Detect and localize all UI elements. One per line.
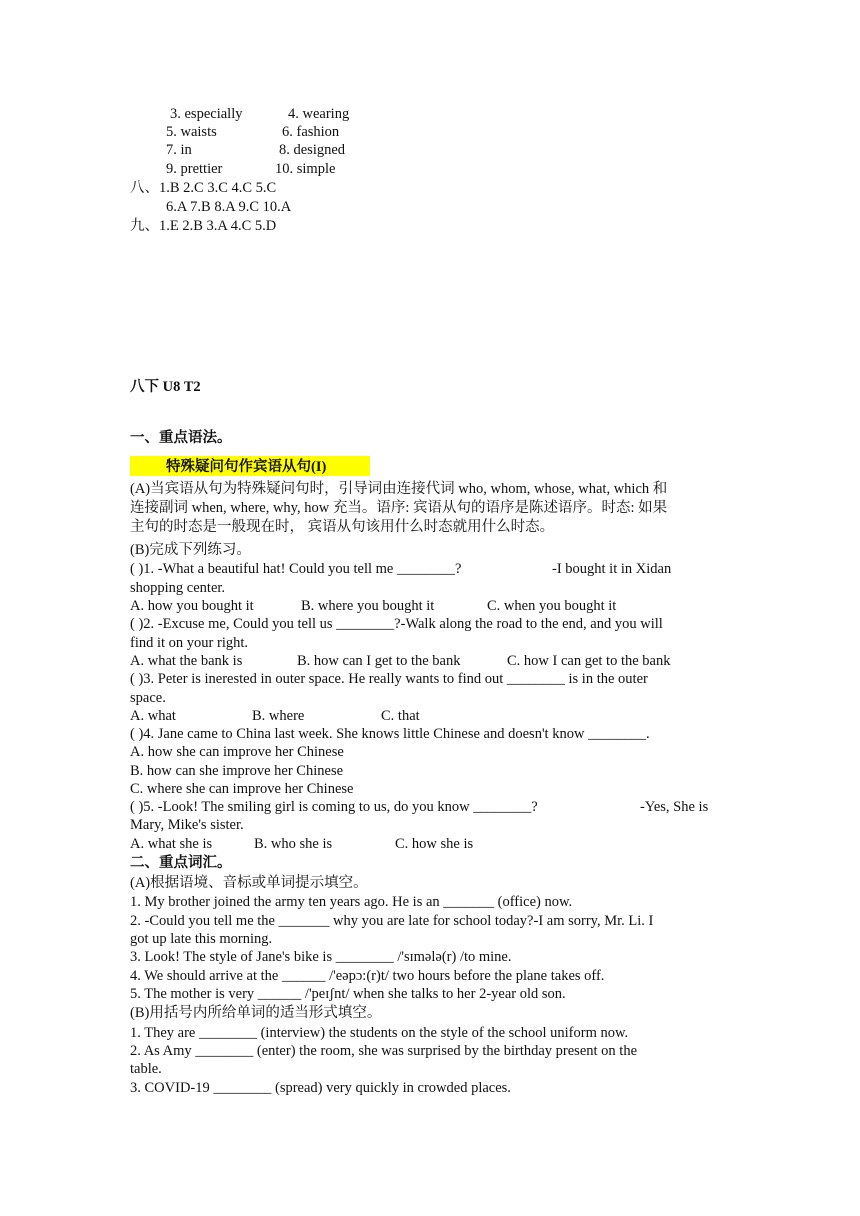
answer-3: 3. especially [170, 106, 243, 122]
question-5: ( )5. -Look! The smiling girl is coming to us, do you know ________? [130, 799, 538, 815]
question-2: ( )2. -Excuse me, Could you tell us ________?-Walk along the road to the end, and you will [130, 616, 663, 632]
question-3: ( )3. Peter is inerested in outer space. He really wants to find out ________ is in the outer [130, 671, 648, 687]
answer-7: 7. in [166, 142, 192, 158]
q2-option-a: A. what the bank is [130, 653, 243, 669]
vocab-a1: 1. My brother joined the army ten years ago. He is an _______ (office) now. [130, 894, 573, 910]
exercise-b-heading: (B)完成下列练习。 [130, 542, 251, 558]
answer-6: 6. fashion [282, 124, 340, 140]
grammar-topic-title: 特殊疑问句作宾语从句(I) [166, 459, 327, 475]
answer-4: 4. wearing [288, 106, 350, 122]
question-1-response: -I bought it in Xidan [552, 561, 672, 577]
q3-option-c: C. that [381, 708, 420, 724]
answer-ba-line2: 6.A 7.B 8.A 9.C 10.A [166, 199, 292, 215]
vocab-a2: 2. -Could you tell me the _______ why you are late for school today?-I am sorry, Mr. Li. I [130, 913, 654, 929]
q2-option-c: C. how I can get to the bank [507, 653, 671, 669]
question-2-cont: find it on your right. [130, 635, 249, 651]
grammar-rule-line1: (A)当宾语从句为特殊疑问句时，引导词由连接代词 who, whom, whose, what, which 和 [130, 481, 668, 497]
answer-8: 8. designed [279, 142, 346, 158]
q1-option-c: C. when you bought it [487, 598, 617, 614]
vocab-a-heading: (A)根据语境、音标或单词提示填空。 [130, 875, 368, 891]
q1-option-b: B. where you bought it [301, 598, 435, 614]
q1-option-a: A. how you bought it [130, 598, 254, 614]
q4-option-c: C. where she can improve her Chinese [130, 781, 354, 797]
vocab-b1: 1. They are ________ (interview) the students on the style of the school uniform now. [130, 1025, 629, 1041]
section1-heading: 一、重点语法。 [130, 430, 232, 446]
vocab-a5: 5. The mother is very ______ /'peɪʃnt/ when she talks to her 2-year old son. [130, 986, 566, 1002]
vocab-a2-cont: got up late this morning. [130, 931, 273, 947]
vocab-b2-cont: table. [130, 1061, 162, 1077]
q3-option-a: A. what [130, 708, 176, 724]
grammar-rule-line3: 主句的时态是一般现在时， 宾语从句该用什么时态就用什么时态。 [130, 519, 555, 535]
answer-jiu-line: 九、1.E 2.B 3.A 4.C 5.D [130, 218, 277, 234]
vocab-b2: 2. As Amy ________ (enter) the room, she was surprised by the birthday present on the [130, 1043, 638, 1059]
section2-heading: 二、重点词汇。 [130, 855, 232, 871]
question-4: ( )4. Jane came to China last week. She knows little Chinese and doesn't know ________. [130, 726, 650, 742]
question-5-cont: Mary, Mike's sister. [130, 817, 244, 833]
unit-title: 八下 U8 T2 [130, 379, 201, 395]
q4-option-b: B. how can she improve her Chinese [130, 763, 344, 779]
vocab-b3: 3. COVID-19 ________ (spread) very quickly in crowded places. [130, 1080, 511, 1096]
answer-ba-line1: 八、1.B 2.C 3.C 4.C 5.C [130, 180, 277, 196]
vocab-a4: 4. We should arrive at the ______ /'eəpɔ:(r)t/ two hours before the plane takes off. [130, 968, 605, 984]
question-1-cont: shopping center. [130, 580, 226, 596]
q5-option-b: B. who she is [254, 836, 333, 852]
q2-option-b: B. how can I get to the bank [297, 653, 461, 669]
answer-10: 10. simple [275, 161, 336, 177]
q3-option-b: B. where [252, 708, 305, 724]
answer-5: 5. waists [166, 124, 217, 140]
q5-option-a: A. what she is [130, 836, 213, 852]
answer-9: 9. prettier [166, 161, 223, 177]
q4-option-a: A. how she can improve her Chinese [130, 744, 344, 760]
question-3-cont: space. [130, 690, 166, 706]
question-5-response: -Yes, She is [640, 799, 709, 815]
vocab-a3: 3. Look! The style of Jane's bike is ________ /'sɪmələ(r) /to mine. [130, 949, 512, 965]
q5-option-c: C. how she is [395, 836, 474, 852]
question-1: ( )1. -What a beautiful hat! Could you tell me ________? [130, 561, 462, 577]
vocab-b-heading: (B)用括号内所给单词的适当形式填空。 [130, 1005, 382, 1021]
grammar-rule-line2: 连接副词 when, where, why, how 充当。语序: 宾语从句的语序是陈述语序。时态: 如果 [130, 500, 668, 516]
